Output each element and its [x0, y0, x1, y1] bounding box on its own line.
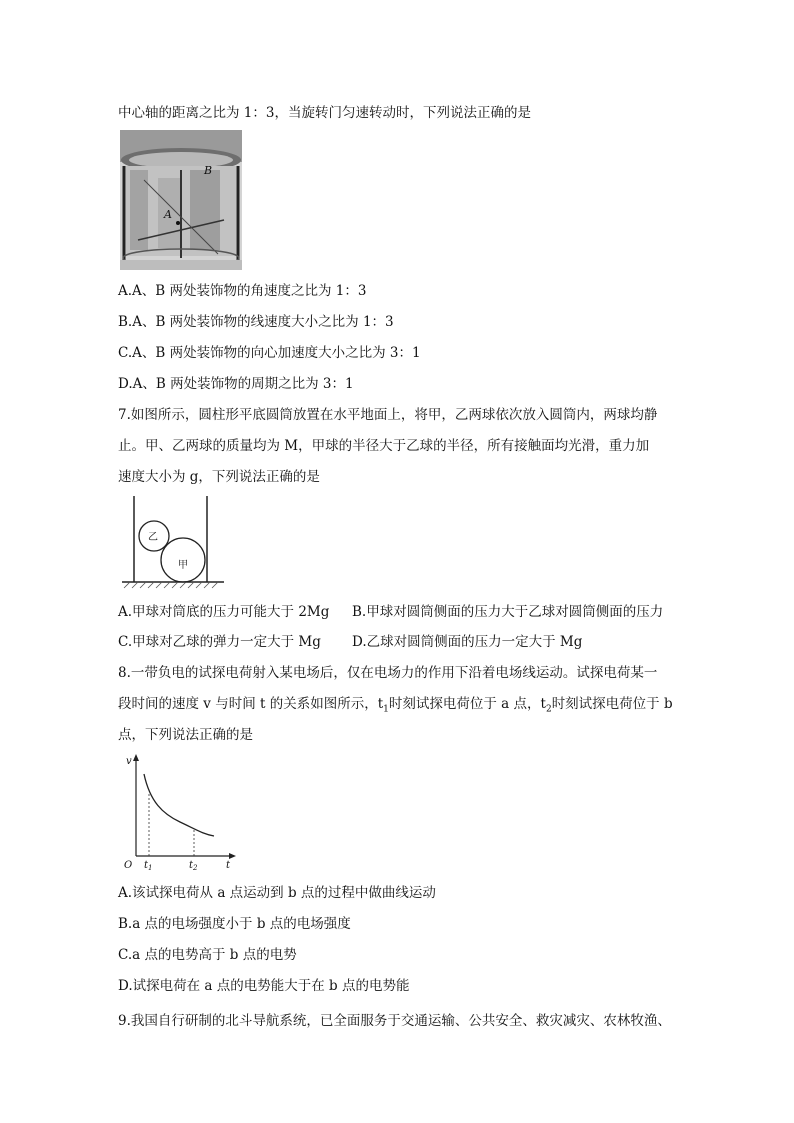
q6-option-b: B.A、B 两处装饰物的线速度大小之比为 1：3: [118, 314, 394, 330]
q7-stem-line-1: 7.如图所示，圆柱形平底圆筒放置在水平地面上，将甲，乙两球依次放入圆筒内，两球均静: [118, 407, 658, 423]
label-yi: 乙: [148, 532, 158, 543]
q6-option-d: D.A、B 两处装饰物的周期之比为 3：1: [118, 376, 354, 392]
q7-option-b: B.甲球对圆筒侧面的压力大于乙球对圆筒侧面的压力: [352, 604, 664, 620]
q8-option-d: D.试探电荷在 a 点的电势能大于在 b 点的电势能: [118, 978, 410, 994]
q8-option-a: A.该试探电荷从 a 点运动到 b 点的过程中做曲线运动: [118, 885, 436, 901]
tick-label-t2: $t_2$: [189, 860, 198, 870]
revolving-door-photo: [120, 130, 242, 270]
q8-option-b: B.a 点的电场强度小于 b 点的电场强度: [118, 916, 351, 932]
axis-label-t: t: [226, 860, 231, 870]
q7-stem-line-2: 止。甲、乙两球的质量均为 M，甲球的半径大于乙球的半径，所有接触面均光滑，重力加: [118, 438, 650, 454]
q6-option-c: C.A、B 两处装饰物的向心加速度大小之比为 3：1: [118, 345, 421, 361]
axis-label-v: v: [126, 756, 132, 767]
q7-option-c: C.甲球对乙球的弹力一定大于 Mg: [118, 634, 321, 650]
q8-stem-line-3: 点，下列说法正确的是: [118, 727, 253, 743]
q7-option-d: D.乙球对圆筒侧面的压力一定大于 Mg: [352, 634, 583, 650]
q8-stem-line-2: 段时间的速度 v 与时间 t 的关系如图所示，$t_1$时刻试探电荷位于 a 点，$t_2$时刻试探电荷位于 b: [118, 696, 673, 715]
q7-stem-line-3: 速度大小为 g，下列说法正确的是: [118, 469, 320, 485]
velocity-time-graph: [118, 752, 238, 870]
q9-stem-line-1: 9.我国自行研制的北斗导航系统，已全面服务于交通运输、公共安全、救灾减灾、农林牧渔、: [118, 1013, 671, 1029]
q6-stem: 中心轴的距离之比为 1：3，当旋转门匀速转动时，下列说法正确的是: [118, 105, 531, 121]
label-jia: 甲: [178, 560, 188, 571]
q8-stem-line-1: 8.一带负电的试探电荷射入某电场后，仅在电场力的作用下沿着电场线运动。试探电荷某一: [118, 665, 658, 681]
origin-label: O: [124, 860, 133, 870]
q8-option-c: C.a 点的电势高于 b 点的电势: [118, 947, 297, 963]
tick-label-t1: $t_1$: [144, 860, 153, 870]
q7-option-a: A.甲球对筒底的压力可能大于 2Mg: [118, 604, 330, 620]
q6-option-a: A.A、B 两处装饰物的角速度之比为 1：3: [118, 283, 367, 299]
label-b: B: [204, 164, 213, 177]
label-a: A: [164, 208, 172, 221]
cylinder-balls-diagram: [120, 496, 230, 592]
